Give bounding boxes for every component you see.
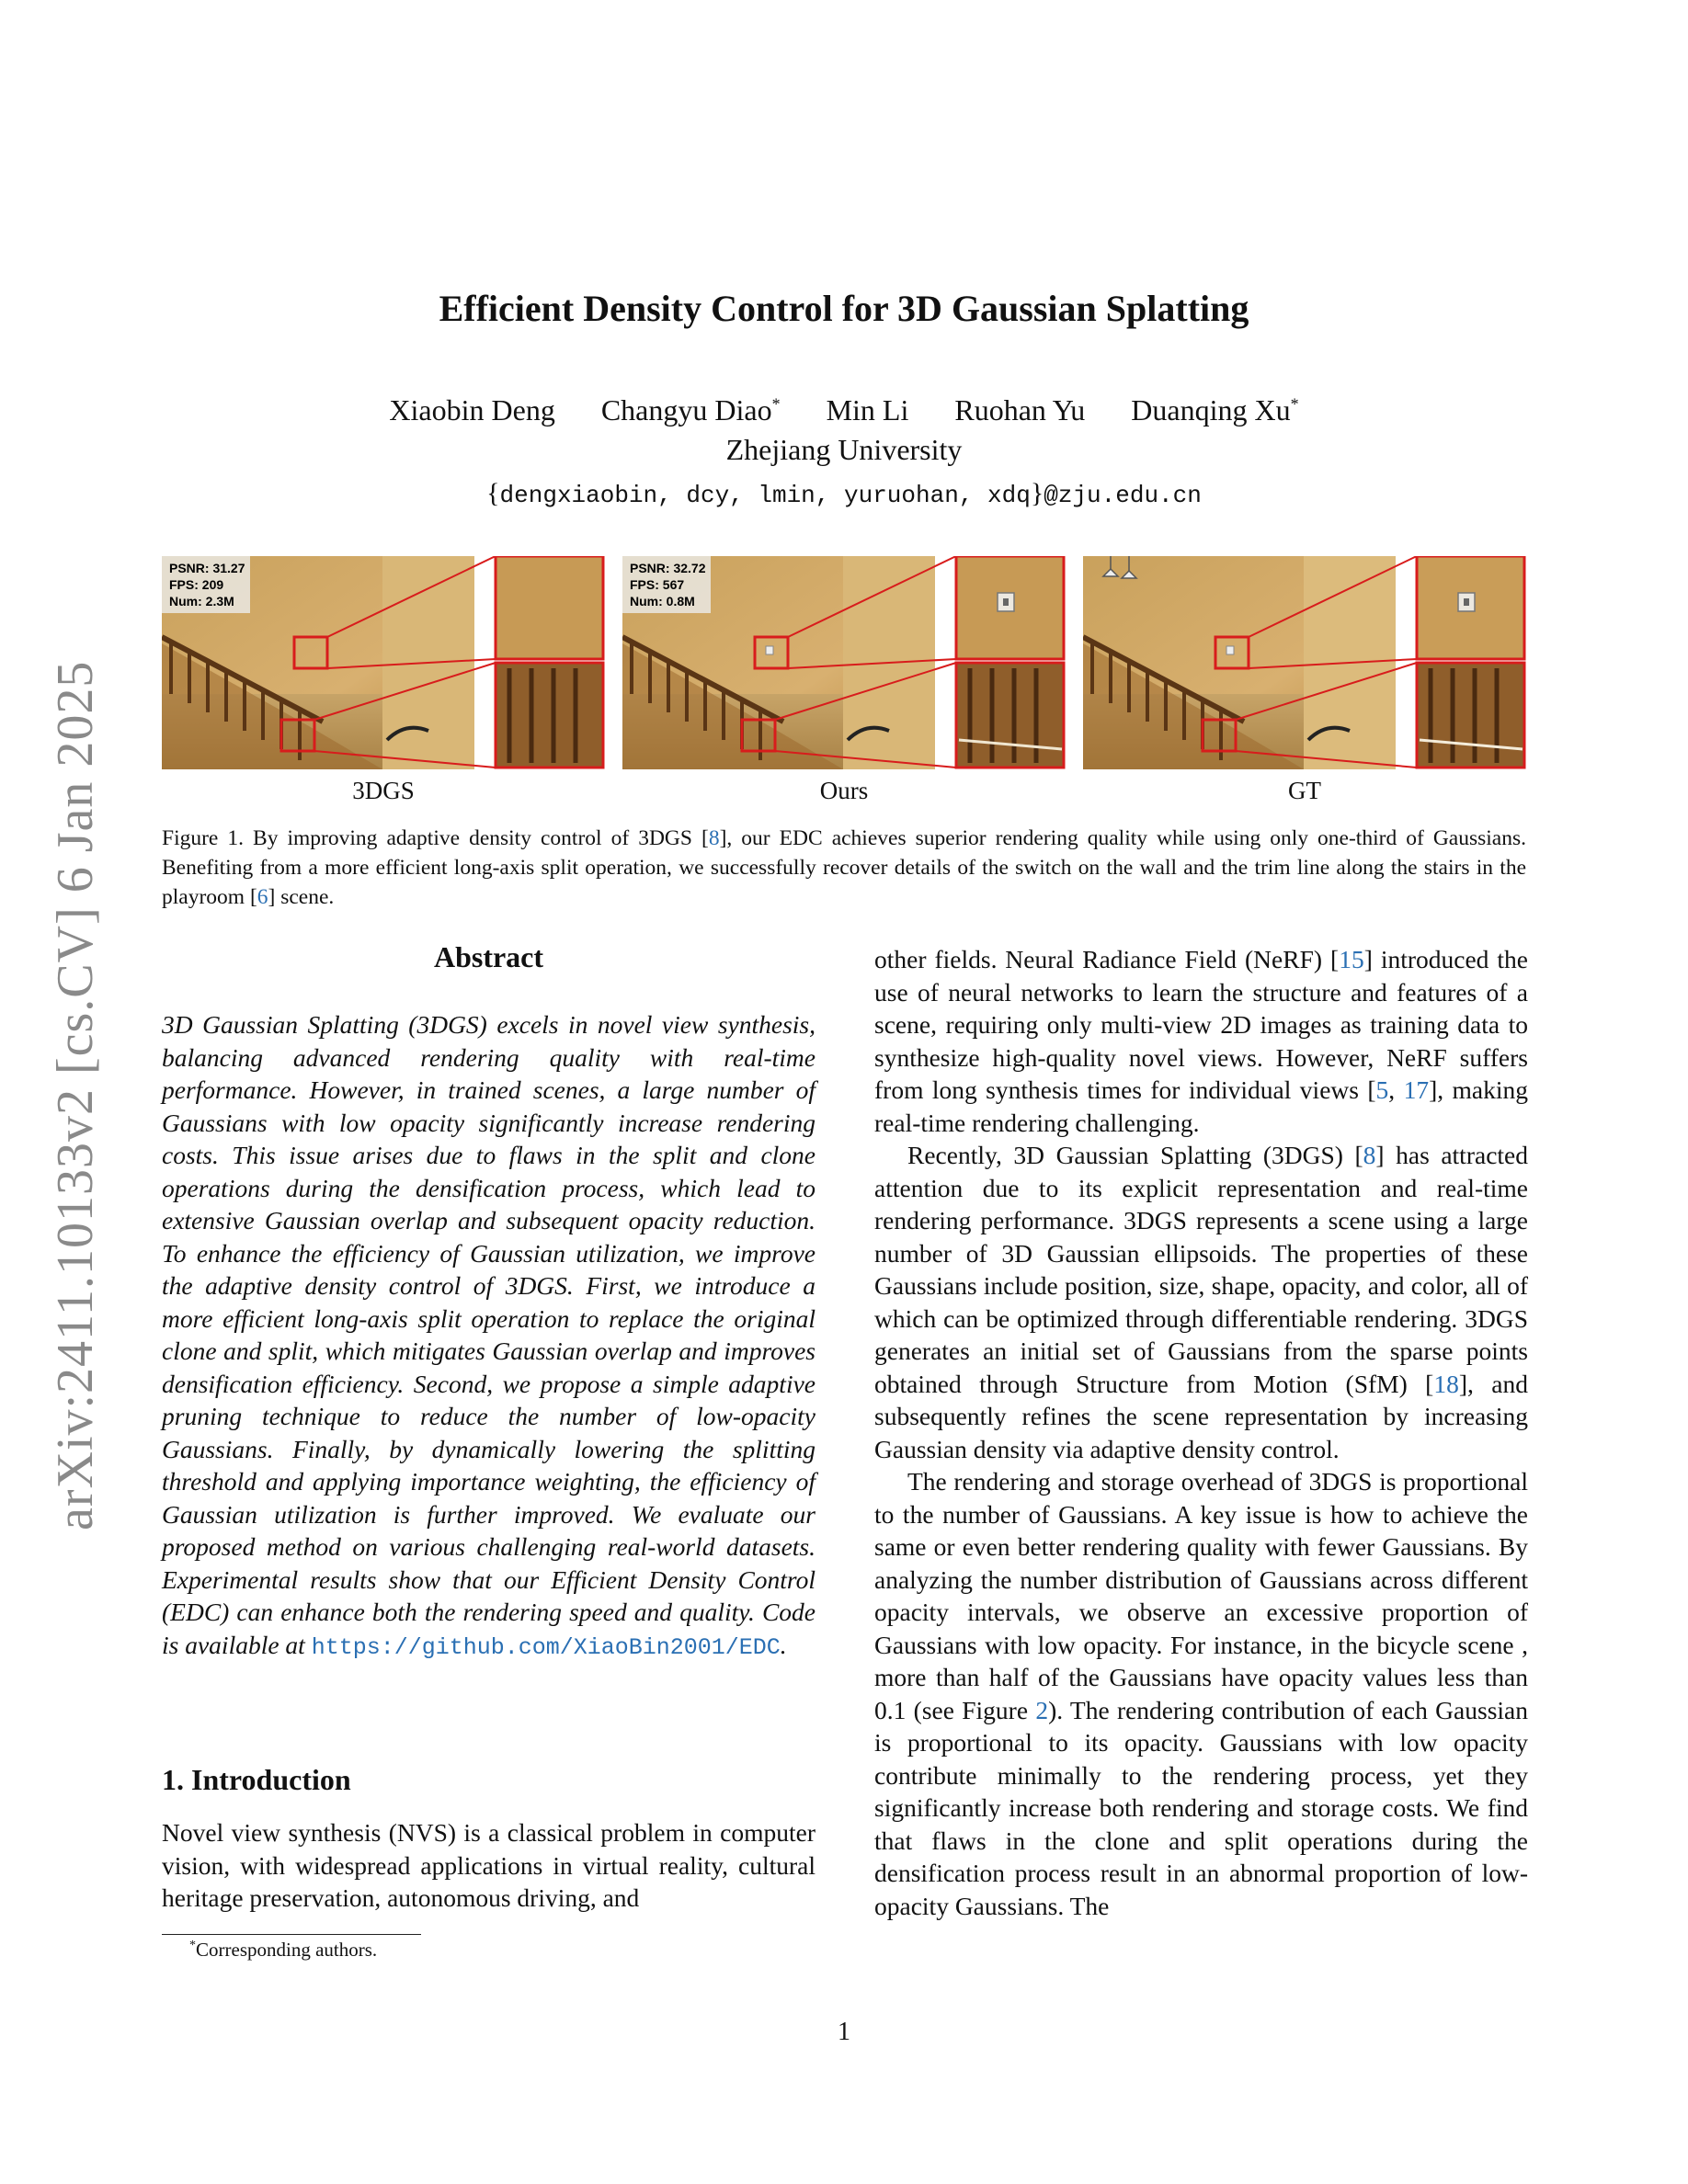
stat-psnr: PSNR: 32.72 <box>630 561 706 575</box>
figure-panel-3dgs <box>162 556 605 769</box>
page-number: 1 <box>838 2018 850 2046</box>
right-column <box>874 943 1528 1922</box>
stat-psnr: PSNR: 31.27 <box>169 561 245 575</box>
footnote-rule <box>162 1934 421 1935</box>
paragraph: other fields. Neural Radiance Field (NeRF) [15] introduced the use of neural networks to learn the structure and features of a scene, requiring only multi-view 2D images as training data to synthesize high-quality novel views. However, NeRF suffers from long synthesis times for individual views [5, 17], making real-time rendering challenging. <box>874 945 1529 1137</box>
author-5: Duanqing Xu* <box>1131 393 1299 427</box>
citation-link[interactable]: 6 <box>257 885 268 909</box>
intro-paragraph: Novel view synthesis (NVS) is a classical problem in computer vision, with widespread applications in virtual reality, cultural heritage preservation, autonomous driving, and <box>162 1818 815 1912</box>
paragraph: Recently, 3D Gaussian Splatting (3DGS) [8] has attracted attention due to its explicit representation and real-time rendering performance. 3DGS represents a scene using a large number of 3D Gaussian ellipsoids. The properties of these Gaussians include position, size, shape, opacity, and color, all of which can be optimized through differentiable rendering. 3DGS generates an initial set of Gaussians from the sparse points obtained through Structure from Motion (SfM) [18], and subsequently refines the scene representation by increasing Gaussian density via adaptive density control. <box>874 1141 1528 1463</box>
author-3: Min Li <box>826 393 909 427</box>
paragraph: The rendering and storage overhead of 3DGS is proportional to the number of Gaussians. A key issue is how to achieve the same or even better rendering quality with fewer Gaussians. By analyzing the number distribution of Gaussians across different opacity intervals, we observe an excessive proportion of Gaussians with low opacity. For instance, in the bicycle scene , more than half of the Gaussians have opacity values less than 0.1 (see Figure 2). The rendering contribution of each Gaussian is proportional to its opacity. Gaussians with low opacity contribute minimally to the rendering process, yet they significantly increase both rendering and storage costs. We find that flaws in the clone and split operations during the densification process result in an abnormal proportion of low-opacity Gaussians. The <box>874 1467 1528 1920</box>
arxiv-stamp: arXiv:2411.10133v2 [cs.CV] 6 Jan 2025 <box>47 660 104 1530</box>
figure-caption: Figure 1. By improving adaptive density control of 3DGS [8], our EDC achieves superior rendering quality while using only one-third of Gaussians. Benefiting from a more efficient long-axis split operation, we successfully recover details of the switch on the wall and the trim line along the stairs in the playroom [6] scene. <box>162 826 1526 909</box>
author-4: Ruohan Yu <box>954 393 1086 427</box>
paper-title: Efficient Density Control for 3D Gaussian Splatting <box>439 288 1249 329</box>
citation-link[interactable]: 5 <box>1375 1075 1389 1104</box>
affiliation: Zhejiang University <box>725 433 963 466</box>
abstract-body: 3D Gaussian Splatting (3DGS) excels in novel view synthesis, balancing advanced rendering quality with real-time performance. However, in trained scenes, a large number of Gaussians with low opacity significantly increase rendering costs. This issue arises due to flaws in the split and clone operations during the densification process, which lead to extensive Gaussian overlap and subsequent opacity reduction. To enhance the efficiency of Gaussian utilization, we improve the adaptive density control of 3DGS. First, we introduce a more efficient long-axis split operation to replace the original clone and split, which mitigates Gaussian overlap and improves densification efficiency. Second, we propose a simple adaptive pruning technique to reduce the number of low-opacity Gaussians. Finally, by dynamically lowering the splitting threshold and applying importance weighting, the efficiency of Gaussian utilization is further improved. We evaluate our proposed method on various challenging real-world datasets. Experimental results show that our Efficient Density Control (EDC) can enhance both the rendering speed and quality. Code is available at https://github.com/XiaoBin2001/EDC. <box>162 1010 815 1661</box>
author-1: Xiaobin Deng <box>389 393 555 427</box>
citation-link[interactable]: 8 <box>708 826 720 850</box>
figure-reference-link[interactable]: 2 <box>1035 1695 1049 1724</box>
stat-num: Num: 2.3M <box>169 594 234 609</box>
panel-label-ours: Ours <box>819 777 869 804</box>
footnote: *Corresponding authors. <box>189 1939 378 1961</box>
code-link[interactable]: https://github.com/XiaoBin2001/EDC <box>311 1633 781 1661</box>
stat-num: Num: 0.8M <box>630 594 695 609</box>
author-list <box>0 393 1688 427</box>
citation-link[interactable]: 8 <box>1363 1141 1376 1169</box>
author-2: Changyu Diao* <box>600 393 781 427</box>
stat-fps: FPS: 209 <box>169 577 224 592</box>
citation-link[interactable]: 18 <box>1433 1369 1459 1398</box>
panel-label-3dgs: 3DGS <box>352 777 415 804</box>
figure-panel-gt <box>1083 556 1526 769</box>
citation-link[interactable]: 15 <box>1339 945 1364 973</box>
section-heading-introduction: 1. Introduction <box>162 1763 351 1796</box>
author-emails: {dengxiaobin, dcy, lmin, yuruohan, xdq}@zju.edu.cn <box>486 478 1202 509</box>
citation-link[interactable]: 17 <box>1403 1075 1430 1104</box>
panel-label-gt: GT <box>1288 777 1321 804</box>
abstract-heading: Abstract <box>433 940 544 973</box>
figure-panel-ours <box>622 556 1066 769</box>
stat-fps: FPS: 567 <box>630 577 685 592</box>
